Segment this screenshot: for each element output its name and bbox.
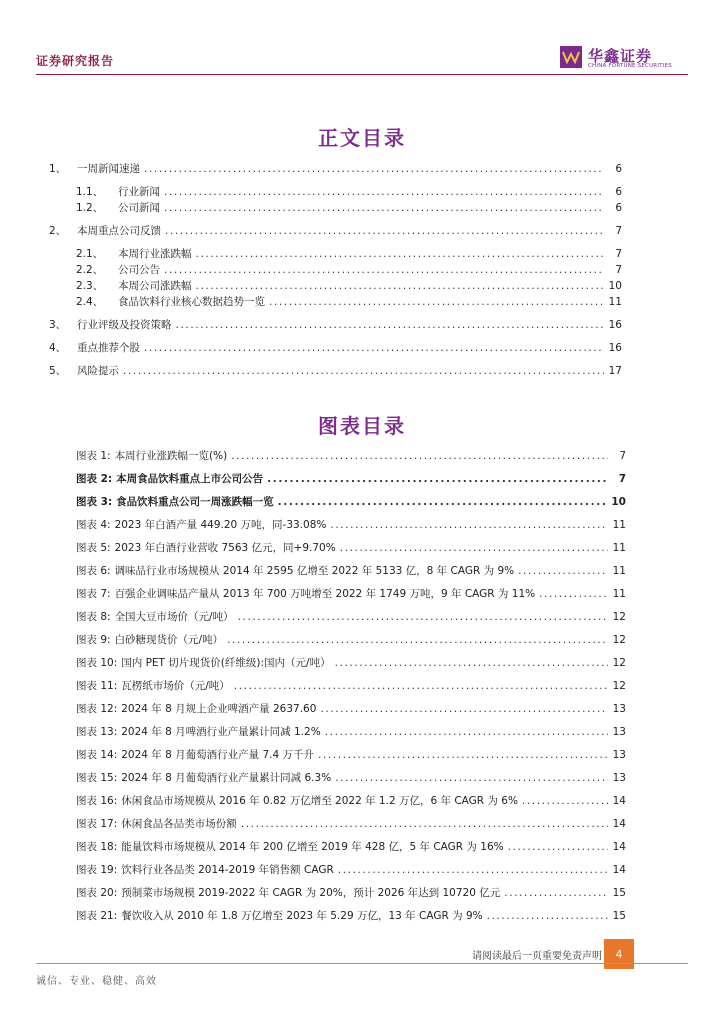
figure-entry-label: 图表 3:	[76, 496, 113, 508]
figure-entry-label: 图表 10:	[76, 657, 118, 669]
toc-entry[interactable]	[49, 340, 622, 356]
figure-entry[interactable]	[76, 885, 626, 901]
figure-entry-page: 14	[612, 795, 626, 807]
figure-entry-label: 图表 19:	[76, 864, 118, 876]
figure-entry-label: 图表 8:	[76, 611, 111, 623]
figure-entry[interactable]	[76, 770, 626, 786]
figure-entry[interactable]	[76, 839, 626, 855]
toc-entry-title: 风险提示	[77, 365, 119, 377]
toc-entry[interactable]	[49, 161, 622, 177]
figure-entry-page: 11	[612, 588, 626, 600]
dot-leader	[335, 772, 608, 784]
toc-entry-page: 7	[615, 264, 622, 276]
dot-leader	[234, 680, 608, 692]
toc-entry-title: 行业评级及投资策略	[77, 319, 172, 331]
dot-leader	[335, 657, 608, 669]
dot-leader	[196, 248, 605, 260]
company-logo	[560, 46, 690, 72]
figure-entry[interactable]	[76, 747, 626, 763]
figure-entry-title: 本周食品饮料重点上市公司公告	[116, 473, 264, 485]
toc-entry-page: 7	[615, 248, 622, 260]
figure-entry-title: 本周行业涨跌幅一览(%)	[114, 450, 228, 462]
figure-entry[interactable]	[76, 793, 626, 809]
toc-entry-number: 1.2、	[76, 202, 104, 214]
dot-leader	[238, 611, 608, 623]
dot-leader	[325, 726, 608, 738]
toc-entry-title: 公司新闻	[118, 202, 160, 214]
dot-leader	[504, 887, 608, 899]
toc-entry[interactable]	[76, 294, 622, 310]
figure-entry-label: 图表 2:	[76, 473, 113, 485]
toc-entry-number: 1.1、	[76, 186, 104, 198]
figure-entry-label: 图表 17:	[76, 818, 118, 830]
figures-title: 图表目录	[318, 414, 406, 438]
figure-entry-title: 休闲食品各品类市场份额	[121, 818, 237, 830]
figure-entry-label: 图表 16:	[76, 795, 118, 807]
dot-leader	[539, 588, 608, 600]
figure-entry[interactable]	[76, 701, 626, 717]
page-number: 4	[604, 939, 634, 969]
logo-cn-text: 华鑫证券	[588, 47, 653, 65]
toc-entry[interactable]	[49, 363, 622, 379]
dot-leader	[176, 319, 605, 331]
figure-entry-page: 14	[612, 841, 626, 853]
toc-entry-page: 10	[608, 280, 622, 292]
figure-entry[interactable]	[76, 471, 626, 487]
dot-leader	[164, 186, 604, 198]
toc-title: 正文目录	[318, 126, 406, 150]
dot-leader	[196, 280, 605, 292]
figure-entry-label: 图表 18:	[76, 841, 118, 853]
toc-entry-page: 6	[615, 163, 622, 175]
figure-entry-label: 图表 15:	[76, 772, 118, 784]
figure-entry-title: 休闲食品市场规模从 2016 年 0.82 万亿增至 2022 年 1.2 万亿，6 年 CAGR 为 6%	[121, 795, 518, 807]
dot-leader	[269, 296, 604, 308]
figure-entry-label: 图表 12:	[76, 703, 118, 715]
figure-entry[interactable]	[76, 448, 626, 464]
figure-entry[interactable]	[76, 517, 626, 533]
dot-leader	[164, 264, 604, 276]
figure-entry-title: 预制菜市场规模 2019-2022 年 CAGR 为 20%，预计 2026 年达到 10720 亿元	[121, 887, 501, 899]
figure-entry-title: 白砂糖现货价（元/吨）	[114, 634, 224, 646]
figure-entry-title: 全国大豆市场价（元/吨）	[114, 611, 234, 623]
dot-leader	[487, 910, 608, 922]
toc-entry-number: 5、	[49, 365, 67, 377]
figure-entry-title: 2024 年 8 月葡萄酒行业产量 7.4 万千升	[121, 749, 315, 761]
dot-leader	[144, 163, 604, 175]
figure-entry-label: 图表 5:	[76, 542, 111, 554]
figure-entry-page: 11	[612, 565, 626, 577]
dot-leader	[227, 634, 608, 646]
dot-leader	[320, 703, 608, 715]
figure-entry-page: 7	[618, 473, 626, 485]
figure-entry-label: 图表 11:	[76, 680, 118, 692]
dot-leader	[164, 202, 604, 214]
figure-entry-page: 14	[612, 864, 626, 876]
figure-entry-label: 图表 1:	[76, 450, 111, 462]
toc-entry-number: 4、	[49, 342, 67, 354]
figure-entry[interactable]	[76, 908, 626, 924]
dot-leader	[522, 795, 608, 807]
figure-entry-page: 15	[612, 910, 626, 922]
dot-leader	[338, 864, 608, 876]
toc-entry-title: 本周公司涨跌幅	[118, 280, 192, 292]
toc-entry-page: 7	[615, 225, 622, 237]
toc-entry-page: 11	[608, 296, 622, 308]
figure-entry-page: 13	[612, 749, 626, 761]
figure-entry-page: 7	[619, 450, 626, 462]
dot-leader	[518, 565, 608, 577]
logo-en-text: CHINA FORTUNE SECURITIES	[588, 63, 672, 69]
toc-entry[interactable]	[76, 200, 622, 216]
figure-entry[interactable]	[76, 655, 626, 671]
footer-divider	[36, 963, 688, 964]
toc-entry-number: 2.3、	[76, 280, 104, 292]
figure-entry-title: 百强企业调味品产量从 2013 年 700 万吨增至 2022 年 1749 万吨，9 年 CAGR 为 11%	[114, 588, 536, 600]
figure-entry-label: 图表 6:	[76, 565, 111, 577]
figure-entry-label: 图表 4:	[76, 519, 111, 531]
footer-slogan: 诚信、专业、稳健、高效	[36, 976, 157, 987]
toc-entry-title: 食品饮料行业核心数据趋势一览	[118, 296, 265, 308]
toc-entry-title: 行业新闻	[118, 186, 160, 198]
figure-entry-title: 2023 年白酒产量 449.20 万吨，同-33.08%	[114, 519, 327, 531]
figure-entry-title: 瓦楞纸市场价（元/吨）	[121, 680, 230, 692]
toc-entry-title: 本周行业涨跌幅	[118, 248, 192, 260]
toc-entry-page: 17	[608, 365, 622, 377]
figure-entry-page: 13	[612, 703, 626, 715]
figure-entry-title: 2024 年 8 月葡萄酒行业产量累计同减 6.3%	[121, 772, 332, 784]
figure-entry[interactable]	[76, 678, 626, 694]
figure-entry[interactable]	[76, 540, 626, 556]
figure-entry-title: 2024 年 8 月啤酒行业产量累计同减 1.2%	[121, 726, 321, 738]
figure-entry-title: 能量饮料市场规模从 2014 年 200 亿增至 2019 年 428 亿，5 年 CAGR 为 16%	[121, 841, 504, 853]
toc-entry-title: 一周新闻速递	[77, 163, 140, 175]
figure-entry[interactable]	[76, 632, 626, 648]
figure-entry-page: 15	[612, 887, 626, 899]
toc-entry-title: 本周重点公司反馈	[77, 225, 161, 237]
toc-entry-page: 6	[615, 186, 622, 198]
figure-entry[interactable]	[76, 609, 626, 625]
figure-entry-title: 国内 PET 切片现货价(纤维级):国内（元/吨）	[121, 657, 331, 669]
figure-entry[interactable]	[76, 563, 626, 579]
toc-entry-number: 2、	[49, 225, 67, 237]
toc-entry[interactable]	[49, 317, 622, 333]
figure-entry-page: 11	[612, 519, 626, 531]
toc-entry[interactable]	[76, 278, 622, 294]
toc-entry-page: 6	[615, 202, 622, 214]
dot-leader	[318, 749, 608, 761]
figure-entry-page: 12	[612, 611, 626, 623]
dot-leader	[340, 542, 608, 554]
toc-entry-number: 3、	[49, 319, 67, 331]
figure-entry-page: 13	[612, 726, 626, 738]
figure-entry[interactable]	[76, 862, 626, 878]
toc-entry-title: 重点推荐个股	[77, 342, 140, 354]
figure-entry-title: 调味品行业市场规模从 2014 年 2595 亿增至 2022 年 5133 亿，8 年 CAGR 为 9%	[114, 565, 515, 577]
header-divider	[36, 74, 688, 75]
figure-entry-page: 11	[612, 542, 626, 554]
dot-leader	[165, 225, 604, 237]
toc-entry-page: 16	[608, 319, 622, 331]
figure-entry-label: 图表 21:	[76, 910, 118, 922]
figure-entry[interactable]	[76, 816, 626, 832]
toc-entry-title: 公司公告	[118, 264, 160, 276]
dot-leader	[231, 450, 608, 462]
toc-entry-number: 1、	[49, 163, 67, 175]
figure-entry-label: 图表 9:	[76, 634, 111, 646]
dot-leader	[508, 841, 608, 853]
figure-entry-title: 食品饮料重点公司一周涨跌幅一览	[116, 496, 274, 508]
dot-leader	[123, 365, 604, 377]
figure-entry-title: 餐饮收入从 2010 年 1.8 万亿增至 2023 年 5.29 万亿，13 年 CAGR 为 9%	[121, 910, 483, 922]
dot-leader	[330, 519, 608, 531]
figure-entry-label: 图表 13:	[76, 726, 118, 738]
toc-entry-number: 2.4、	[76, 296, 104, 308]
toc-entry[interactable]	[76, 262, 622, 278]
figure-entry[interactable]	[76, 724, 626, 740]
toc-entry-number: 2.1、	[76, 248, 104, 260]
figure-entry-page: 10	[611, 496, 626, 508]
figure-entry-label: 图表 20:	[76, 887, 118, 899]
dot-leader	[241, 818, 608, 830]
figure-entry-title: 饮料行业各品类 2014-2019 年销售额 CAGR	[121, 864, 334, 876]
disclaimer-note: 请阅读最后一页重要免责声明	[472, 951, 602, 962]
dot-leader	[267, 473, 608, 485]
toc-entry[interactable]	[76, 184, 622, 200]
figure-entry-page: 12	[612, 680, 626, 692]
toc-entry[interactable]	[76, 246, 622, 262]
figure-entry-page: 13	[612, 772, 626, 784]
figure-entry-title: 2024 年 8 月规上企业啤酒产量 2637.60	[121, 703, 317, 715]
dot-leader	[278, 496, 608, 508]
figure-entry[interactable]	[76, 586, 626, 602]
figure-entry[interactable]	[76, 494, 626, 510]
report-type-label: 证券研究报告	[36, 54, 115, 68]
figure-entry-title: 2023 年白酒行业营收 7563 亿元，同+9.70%	[114, 542, 336, 554]
toc-entry[interactable]	[49, 223, 622, 239]
figure-entry-label: 图表 7:	[76, 588, 111, 600]
figure-entry-page: 12	[612, 657, 626, 669]
figure-entry-label: 图表 14:	[76, 749, 118, 761]
toc-entry-number: 2.2、	[76, 264, 104, 276]
toc-entry-page: 16	[608, 342, 622, 354]
figure-entry-page: 12	[612, 634, 626, 646]
dot-leader	[144, 342, 604, 354]
figure-entry-page: 14	[612, 818, 626, 830]
logo-icon	[560, 46, 582, 68]
